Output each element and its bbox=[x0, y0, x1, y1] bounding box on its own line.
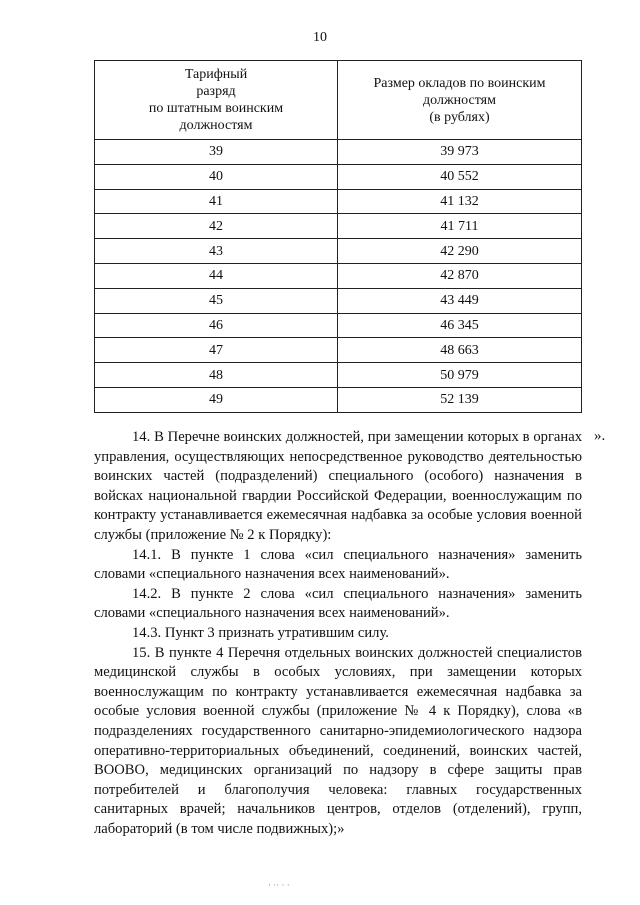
body-text bbox=[94, 428, 582, 839]
table-header-row bbox=[95, 61, 582, 140]
table-body bbox=[95, 140, 582, 413]
salary-amount-cell: 41 711 bbox=[338, 214, 582, 239]
salary-amount-cell: 41 132 bbox=[338, 189, 582, 214]
salary-amount-cell: 46 345 bbox=[338, 313, 582, 338]
header-line: должностям bbox=[423, 92, 496, 108]
table-row bbox=[95, 387, 582, 412]
header-line: по штатным воинским bbox=[148, 101, 284, 116]
header-line: (в рублях) bbox=[429, 109, 490, 125]
header-line: Тарифный bbox=[184, 67, 248, 82]
salary-table bbox=[94, 60, 582, 413]
salary-amount-cell: 50 979 bbox=[338, 363, 582, 388]
tariff-grade-cell: 48 bbox=[95, 363, 338, 388]
tariff-grade-cell: 39 bbox=[95, 140, 338, 165]
paragraph-14-1: 14.1. В пункте 1 слова «сил специального назначения» заменить словами «специального назначения всех наименований». bbox=[94, 546, 582, 583]
header-line: должностям bbox=[179, 118, 253, 133]
paragraph-14: 14. В Перечне воинских должностей, при замещении которых в органах управления, осуществляющих непосредственное руководство деятельностью воинских частей (подразделений) специального (особого) назначения в войсках национальной гвардии Российской Федерации, военнослужащим по контракту устанавливается ежемесячная надбавка за особые условия военной службы (приложение № 2 к Порядку): bbox=[94, 429, 582, 543]
header-tariff-grade bbox=[95, 61, 338, 140]
tariff-grade-cell: 43 bbox=[95, 239, 338, 264]
salary-amount-cell: 39 973 bbox=[338, 140, 582, 165]
table-row bbox=[95, 263, 582, 288]
table-row bbox=[95, 214, 582, 239]
header-line: разряд bbox=[196, 84, 236, 99]
tariff-grade-cell: 42 bbox=[95, 214, 338, 239]
tariff-grade-cell: 49 bbox=[95, 387, 338, 412]
tariff-grade-cell: 40 bbox=[95, 164, 338, 189]
page-number: 10 bbox=[313, 30, 327, 45]
closing-quote: ». bbox=[594, 428, 606, 444]
header-salary-amount bbox=[338, 61, 582, 140]
header-line: Размер окладов по воинским bbox=[373, 75, 546, 91]
salary-amount-cell: 48 663 bbox=[338, 338, 582, 363]
table-row bbox=[95, 140, 582, 165]
table-row bbox=[95, 288, 582, 313]
tariff-grade-cell: 44 bbox=[95, 263, 338, 288]
salary-amount-cell: 42 290 bbox=[338, 239, 582, 264]
salary-amount-cell: 43 449 bbox=[338, 288, 582, 313]
salary-amount-cell: 40 552 bbox=[338, 164, 582, 189]
table-row bbox=[95, 338, 582, 363]
paragraph-14-3: 14.3. Пункт 3 признать утратившим силу. bbox=[132, 624, 389, 641]
tariff-grade-cell: 45 bbox=[95, 288, 338, 313]
table-row bbox=[95, 239, 582, 264]
paragraph-15: 15. В пункте 4 Перечня отдельных воинских должностей специалистов медицинской службы в особых условиях, при замещении которых военнослужащим по контракту устанавливается ежемесячная надбавка за особые условия военной службы (приложение № 4 к Порядку), слова «в подразделениях государственного санитарно-эпидемиологического надзора оперативно-территориальных объединений, соединений, воинских частей, ВООВО, медицинских организаций по надзору в сфере защиты прав потребителей и благополучия человека: главных государственных санитарных врачей; начальников центров, отделов (отделений), групп, лабораторий (в том числе подвижных);» bbox=[94, 644, 582, 837]
tariff-grade-cell: 47 bbox=[95, 338, 338, 363]
table-row bbox=[95, 164, 582, 189]
table-row bbox=[95, 189, 582, 214]
tariff-grade-cell: 41 bbox=[95, 189, 338, 214]
paragraph-14-2: 14.2. В пункте 2 слова «сил специального назначения» заменить словами «специального назначения всех наименований». bbox=[94, 585, 582, 622]
table-row bbox=[95, 363, 582, 388]
salary-amount-cell: 42 870 bbox=[338, 263, 582, 288]
table-row bbox=[95, 313, 582, 338]
salary-amount-cell: 52 139 bbox=[338, 387, 582, 412]
footer-mark: · ·· · · bbox=[268, 880, 290, 890]
tariff-grade-cell: 46 bbox=[95, 313, 338, 338]
